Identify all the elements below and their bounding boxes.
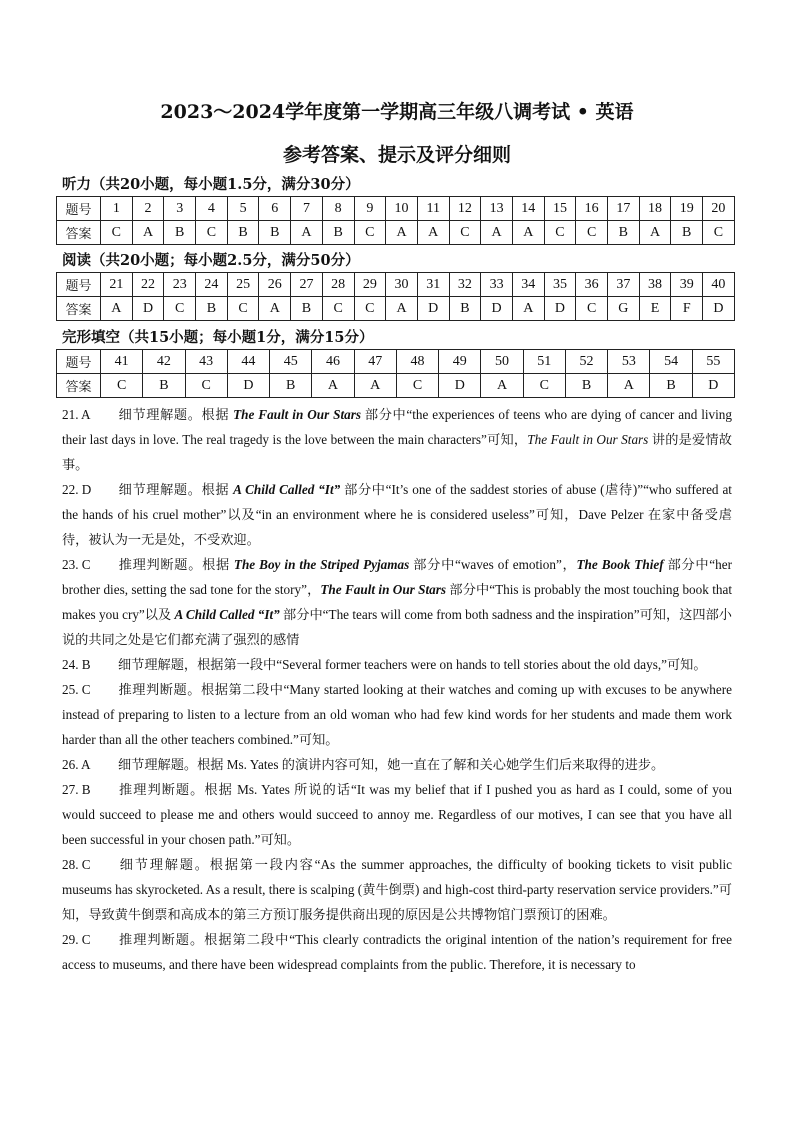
answer-cell: B — [565, 374, 607, 398]
explanations — [62, 402, 732, 977]
question-number-cell: 1 — [101, 197, 133, 221]
row-label-answer: 答案 — [57, 221, 101, 245]
question-number-cell: 16 — [576, 197, 608, 221]
answer-cell: A — [291, 221, 323, 245]
answer-cell: B — [227, 221, 259, 245]
explanation-28: 28. C 细节理解题。根据第一段内容“As the summer approaches, the difficulty of booking tickets to visit public museums has skyrocketed. As a result, there is scalping (黄牛倒票) and high-cost third-party reservation service providers.”可知，导致黄牛倒票和高成本的第三方预订服务提供商出现的原因是公共博物馆门票预订的困难。 — [62, 857, 732, 922]
answer-cell: C — [354, 221, 386, 245]
question-number-cell: 11 — [417, 197, 449, 221]
page-title: 2023～2024学年度第一学期高三年级八调考试 • 英语 — [160, 101, 634, 123]
answer-cell: F — [671, 297, 703, 321]
question-number-row — [57, 350, 735, 374]
answer-table-reading — [56, 272, 735, 321]
answer-table-cloze — [56, 349, 735, 398]
question-number-cell: 44 — [227, 350, 269, 374]
answer-cell: A — [312, 374, 354, 398]
answer-cell: B — [449, 297, 481, 321]
answer-cell: B — [291, 297, 323, 321]
answer-cell: B — [650, 374, 692, 398]
answer-cell: D — [227, 374, 269, 398]
question-number-cell: 17 — [608, 197, 640, 221]
question-number-cell: 27 — [291, 273, 323, 297]
question-number-cell: 32 — [449, 273, 481, 297]
question-number-cell: 14 — [512, 197, 544, 221]
row-label-answer: 答案 — [57, 374, 101, 398]
explanation-27: 27. B 推理判断题。根据 Ms. Yates 所说的话“It was my belief that if I pushed you as hard as I could, some of you would succeed to please me and others would succeed to annoy me. Regardless of our motives, I can see that you have all been successful in your chosen path.”可知。 — [62, 782, 732, 847]
answer-cell: A — [132, 221, 164, 245]
question-number-cell: 33 — [481, 273, 513, 297]
section-heading-reading: 阅读（共20小题；每小题2.5分，满分50分） — [62, 252, 360, 269]
question-number-cell: 46 — [312, 350, 354, 374]
question-number-cell: 50 — [481, 350, 523, 374]
section-heading-cloze: 完形填空（共15小题；每小题1分，满分15分） — [62, 329, 374, 346]
row-label-question-number: 题号 — [57, 197, 101, 221]
question-number-cell: 37 — [608, 273, 640, 297]
question-number-cell: 29 — [354, 273, 386, 297]
page-subtitle: 参考答案、提示及评分细则 — [282, 144, 511, 166]
question-number-cell: 31 — [417, 273, 449, 297]
answer-cell: B — [196, 297, 228, 321]
explanation-23: 23. C 推理判断题。根据 The Boy in the Striped Pyjamas 部分中“waves of emotion”，The Book Thief 部分中“her brother dies, setting the sad tone for the story”，The Fault in Our Stars 部分中“This is probably the most touching book that makes you cry”以及 A Child Called “It” 部分中“The tears will come from both sadness and the inspiration”可知，这四部小说的共同之处是它们都充满了强烈的感情 — [62, 557, 733, 647]
answer-cell: C — [576, 221, 608, 245]
question-number-cell: 19 — [671, 197, 703, 221]
answer-cell: D — [481, 297, 513, 321]
answer-cell: E — [639, 297, 671, 321]
answer-cell: C — [544, 221, 576, 245]
answer-cell: C — [523, 374, 565, 398]
answer-cell: C — [354, 297, 386, 321]
row-label-question-number: 题号 — [57, 350, 101, 374]
answer-cell: A — [259, 297, 291, 321]
answer-cell: D — [544, 297, 576, 321]
answer-cell: A — [354, 374, 396, 398]
answer-cell: A — [417, 221, 449, 245]
explanation-25: 25. C 推理判断题。根据第二段中“Many started looking at their watches and coming up with excuses to be anywhere instead of preparing to listen to a lecture from an old woman who had few kind words for her students and made them work harder than all the other teachers combined.”可知。 — [62, 682, 732, 747]
answer-cell: B — [164, 221, 196, 245]
answer-cell: C — [396, 374, 438, 398]
answer-cell: D — [132, 297, 164, 321]
question-number-cell: 20 — [703, 197, 735, 221]
question-number-cell: 13 — [481, 197, 513, 221]
answer-row — [57, 221, 735, 245]
question-number-cell: 48 — [396, 350, 438, 374]
question-number-cell: 55 — [692, 350, 734, 374]
answer-cell: D — [417, 297, 449, 321]
question-number-cell: 34 — [512, 273, 544, 297]
question-number-cell: 2 — [132, 197, 164, 221]
answer-cell: A — [639, 221, 671, 245]
question-number-cell: 35 — [544, 273, 576, 297]
question-number-cell: 36 — [576, 273, 608, 297]
explanation-21: 21. A 细节理解题。根据 The Fault in Our Stars 部分中“the experiences of teens who are dying of cancer and living their last days in love. The real tragedy is the love between the main characters”可知，The Fault in Our Stars 讲的是爱情故事。 — [62, 407, 732, 472]
question-number-cell: 30 — [386, 273, 418, 297]
answer-cell: A — [101, 297, 133, 321]
answer-cell: C — [196, 221, 228, 245]
answer-cell: D — [703, 297, 735, 321]
row-label-answer: 答案 — [57, 297, 101, 321]
answer-cell: C — [227, 297, 259, 321]
question-number-cell: 51 — [523, 350, 565, 374]
answer-cell: C — [185, 374, 227, 398]
question-number-cell: 54 — [650, 350, 692, 374]
question-number-cell: 25 — [227, 273, 259, 297]
question-number-cell: 49 — [439, 350, 481, 374]
question-number-cell: 8 — [322, 197, 354, 221]
answer-cell: B — [143, 374, 185, 398]
answer-cell: B — [671, 221, 703, 245]
answer-cell: A — [481, 221, 513, 245]
answer-table-listening — [56, 196, 735, 245]
answer-cell: A — [608, 374, 650, 398]
question-number-cell: 47 — [354, 350, 396, 374]
question-number-cell: 42 — [143, 350, 185, 374]
answer-cell: B — [270, 374, 312, 398]
answer-row — [57, 297, 735, 321]
question-number-cell: 38 — [639, 273, 671, 297]
section-heading-listening: 听力（共20小题，每小题1.5分，满分30分） — [62, 176, 360, 193]
answer-cell: B — [608, 221, 640, 245]
question-number-cell: 26 — [259, 273, 291, 297]
question-number-cell: 21 — [101, 273, 133, 297]
explanation-26: 26. A 细节理解题。根据 Ms. Yates 的演讲内容可知，她一直在了解和关心她学生们后来取得的进步。 — [62, 757, 665, 772]
question-number-cell: 39 — [671, 273, 703, 297]
explanation-29: 29. C 推理判断题。根据第二段中“This clearly contradicts the original intention of the nation’s requirement for free access to museums, and there have been widespread complaints from the public. Therefore, it is necessary to — [62, 932, 732, 972]
answer-cell: C — [576, 297, 608, 321]
question-number-cell: 53 — [608, 350, 650, 374]
question-number-cell: 41 — [101, 350, 143, 374]
question-number-cell: 23 — [164, 273, 196, 297]
explanation-22: 22. D 细节理解题。根据 A Child Called “It” 部分中“It’s one of the saddest stories of abuse (虐待)”“who suffered at the hands of his cruel mother”以及“in an environment where he is considered useless”可知，Dave Pelzer 在家中备受虐待，被认为一无是处，不受欢迎。 — [62, 482, 732, 547]
answer-cell: D — [439, 374, 481, 398]
answer-cell: A — [481, 374, 523, 398]
question-number-cell: 4 — [196, 197, 228, 221]
answer-cell: C — [101, 374, 143, 398]
question-number-cell: 43 — [185, 350, 227, 374]
answer-cell: C — [101, 221, 133, 245]
answer-cell: A — [386, 221, 418, 245]
question-number-cell: 18 — [639, 197, 671, 221]
answer-row — [57, 374, 735, 398]
question-number-cell: 52 — [565, 350, 607, 374]
question-number-cell: 9 — [354, 197, 386, 221]
question-number-cell: 12 — [449, 197, 481, 221]
answer-cell: A — [512, 221, 544, 245]
question-number-cell: 15 — [544, 197, 576, 221]
question-number-cell: 22 — [132, 273, 164, 297]
question-number-cell: 40 — [703, 273, 735, 297]
question-number-cell: 3 — [164, 197, 196, 221]
question-number-row — [57, 273, 735, 297]
answer-cell: A — [512, 297, 544, 321]
question-number-cell: 7 — [291, 197, 323, 221]
question-number-cell: 10 — [386, 197, 418, 221]
answer-cell: B — [322, 221, 354, 245]
answer-cell: C — [449, 221, 481, 245]
answer-cell: C — [164, 297, 196, 321]
question-number-cell: 24 — [196, 273, 228, 297]
row-label-question-number: 题号 — [57, 273, 101, 297]
answer-cell: D — [692, 374, 734, 398]
answer-cell: B — [259, 221, 291, 245]
answer-cell: C — [322, 297, 354, 321]
question-number-cell: 28 — [322, 273, 354, 297]
question-number-row — [57, 197, 735, 221]
question-number-cell: 45 — [270, 350, 312, 374]
answer-cell: C — [703, 221, 735, 245]
question-number-cell: 5 — [227, 197, 259, 221]
question-number-cell: 6 — [259, 197, 291, 221]
explanation-24: 24. B 细节理解题，根据第一段中“Several former teachers were on hands to tell stories about the old days,”可知。 — [62, 657, 707, 672]
answer-cell: G — [608, 297, 640, 321]
answer-cell: A — [386, 297, 418, 321]
